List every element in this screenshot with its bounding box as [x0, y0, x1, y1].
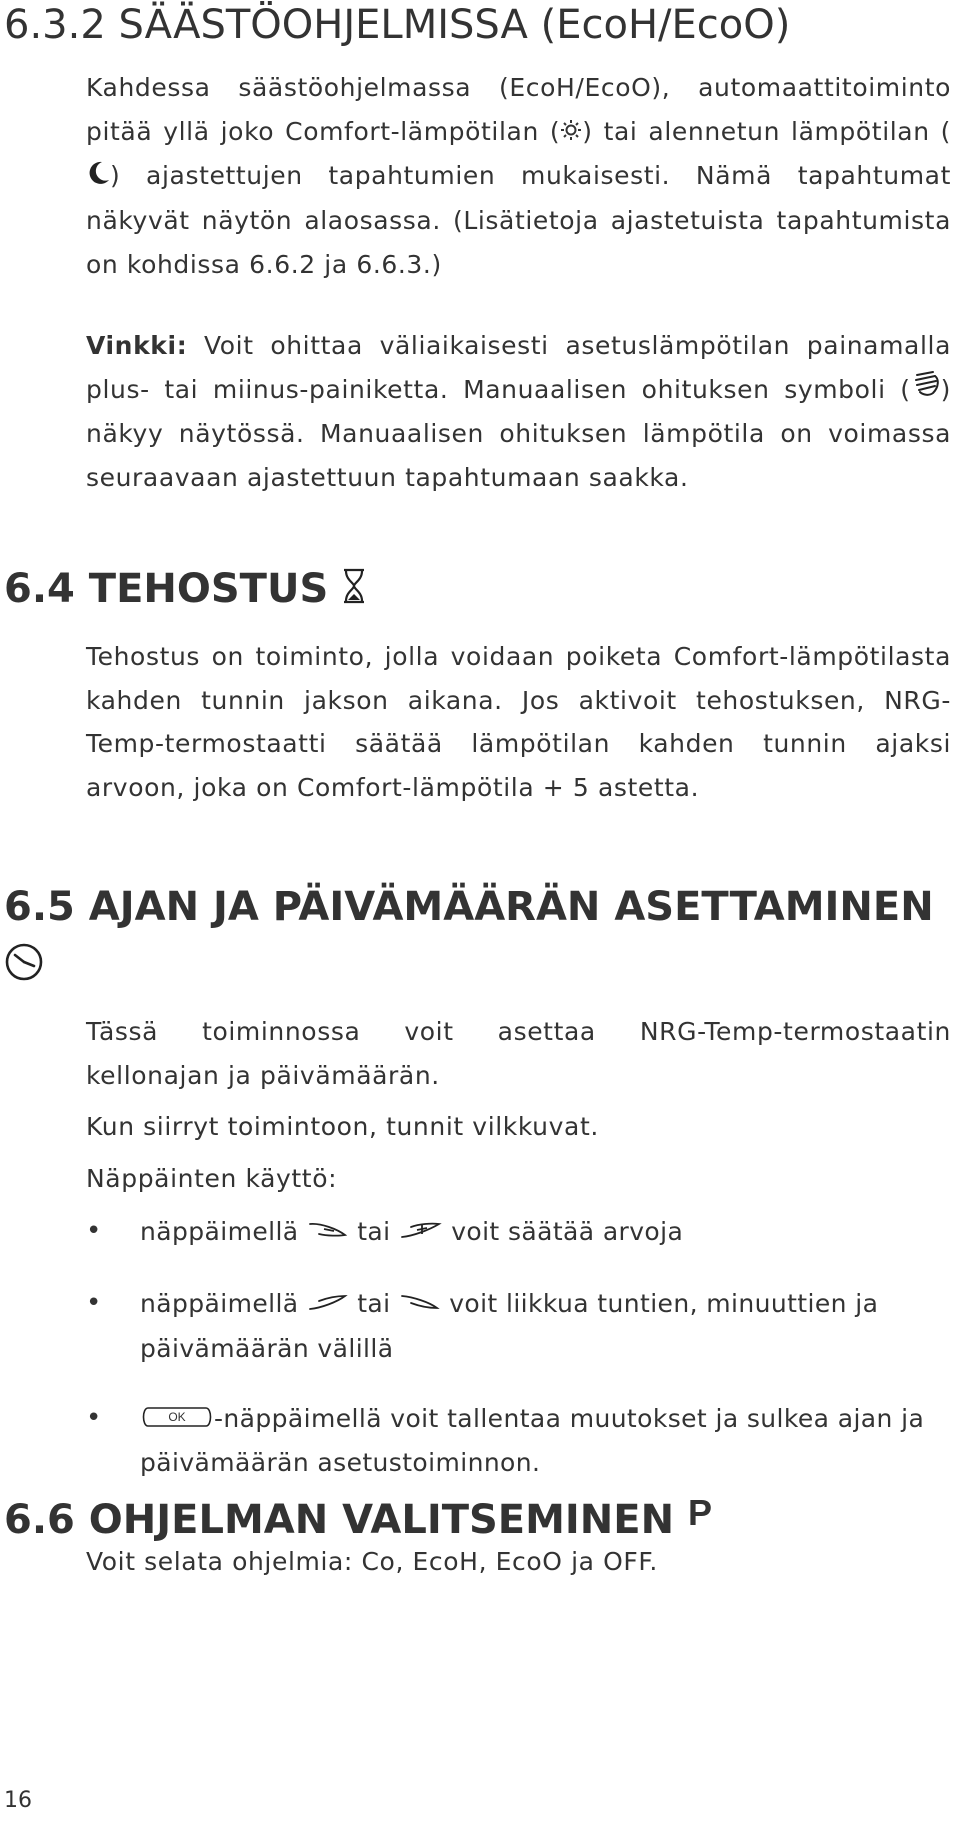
paragraph-hours-blink: Kun siirryt toimintoon, tunnit vilkkuvat. [86, 1112, 599, 1141]
right-key-icon [399, 1283, 441, 1327]
hand-icon [911, 369, 941, 413]
paragraph-boost: Tehostus on toiminto, jolla voidaan poiketa Comfort-lämpötilasta kahden tunnin jakson aikana. Jos aktivoit tehostuksen, NRG-Temp-termostaatti säätää lämpötilan kahden tunnin ajaksi arvoon, joka on Comfort-lämpötila + 5 astetta. [86, 642, 951, 802]
minus-key-icon [307, 1211, 349, 1255]
list-item: • näppäimellä tai voit liikkua tuntien, minuuttien ja päivämäärän välillä [86, 1282, 951, 1370]
list-item: • näppäimellä tai voit säätää arvoja [86, 1210, 951, 1255]
sun-icon [560, 111, 582, 155]
list-item: • OK -näppäimellä voit tallentaa muutokset ja sulkea ajan ja päivämäärän asetustoiminnon. [86, 1403, 925, 1477]
section-heading-6-4: 6.4 TEHOSTUS [4, 566, 366, 614]
ok-key-icon: OK [140, 1405, 214, 1429]
section-heading-6-6: 6.6 OHJELMAN VALITSEMINEN P [4, 1492, 713, 1543]
section-heading-6-3-2: 6.3.2 SÄÄSTÖOHJELMISSA (EcoH/EcoO) [4, 2, 791, 48]
paragraph-programs: Voit selata ohjelmia: Co, EcoH, EcoO ja OFF. [86, 1547, 658, 1576]
clock-icon [4, 942, 44, 986]
plus-key-icon [399, 1211, 443, 1255]
moon-icon [86, 156, 110, 200]
paragraph-eco-programs: Kahdessa säästöohjelmassa (EcoH/EcoO), automaattitoiminto pitää yllä joko Comfort-lämpötilan ( ) tai alennetun lämpötilan () ajastettujen tapahtumien mukaisesti. Nämä tapahtumat näkyvät näytön alaosassa. (Lisätietoja ajastetuista tapahtumista on kohdissa 6.6.2 ja 6.6.3.) [86, 73, 951, 279]
section-heading-6-5: 6.5 AJAN JA PÄIVÄMÄÄRÄN ASETTAMINEN [4, 884, 934, 930]
program-p-icon: P [688, 1492, 713, 1533]
hourglass-icon [342, 568, 366, 614]
paragraph-tip: Vinkki: Voit ohittaa väliaikaisesti asetuslämpötilan painamalla plus- tai miinus-painiketta. Manuaalisen ohituksen symboli ( ) näkyy näytössä. Manuaalisen ohituksen lämpötila on voimassa seuraavaan ajastettuun tapahtumaan saakka. [86, 331, 951, 492]
paragraph-time-date: Tässä toiminnossa voit asettaa NRG-Temp-termostaatin kellonajan ja päivämäärän. [86, 1017, 951, 1090]
keys-bullet-list [86, 1210, 951, 1484]
page-number: 16 [4, 1788, 32, 1813]
left-key-icon [307, 1283, 349, 1327]
paragraph-keys-usage: Näppäinten käyttö: [86, 1164, 338, 1193]
